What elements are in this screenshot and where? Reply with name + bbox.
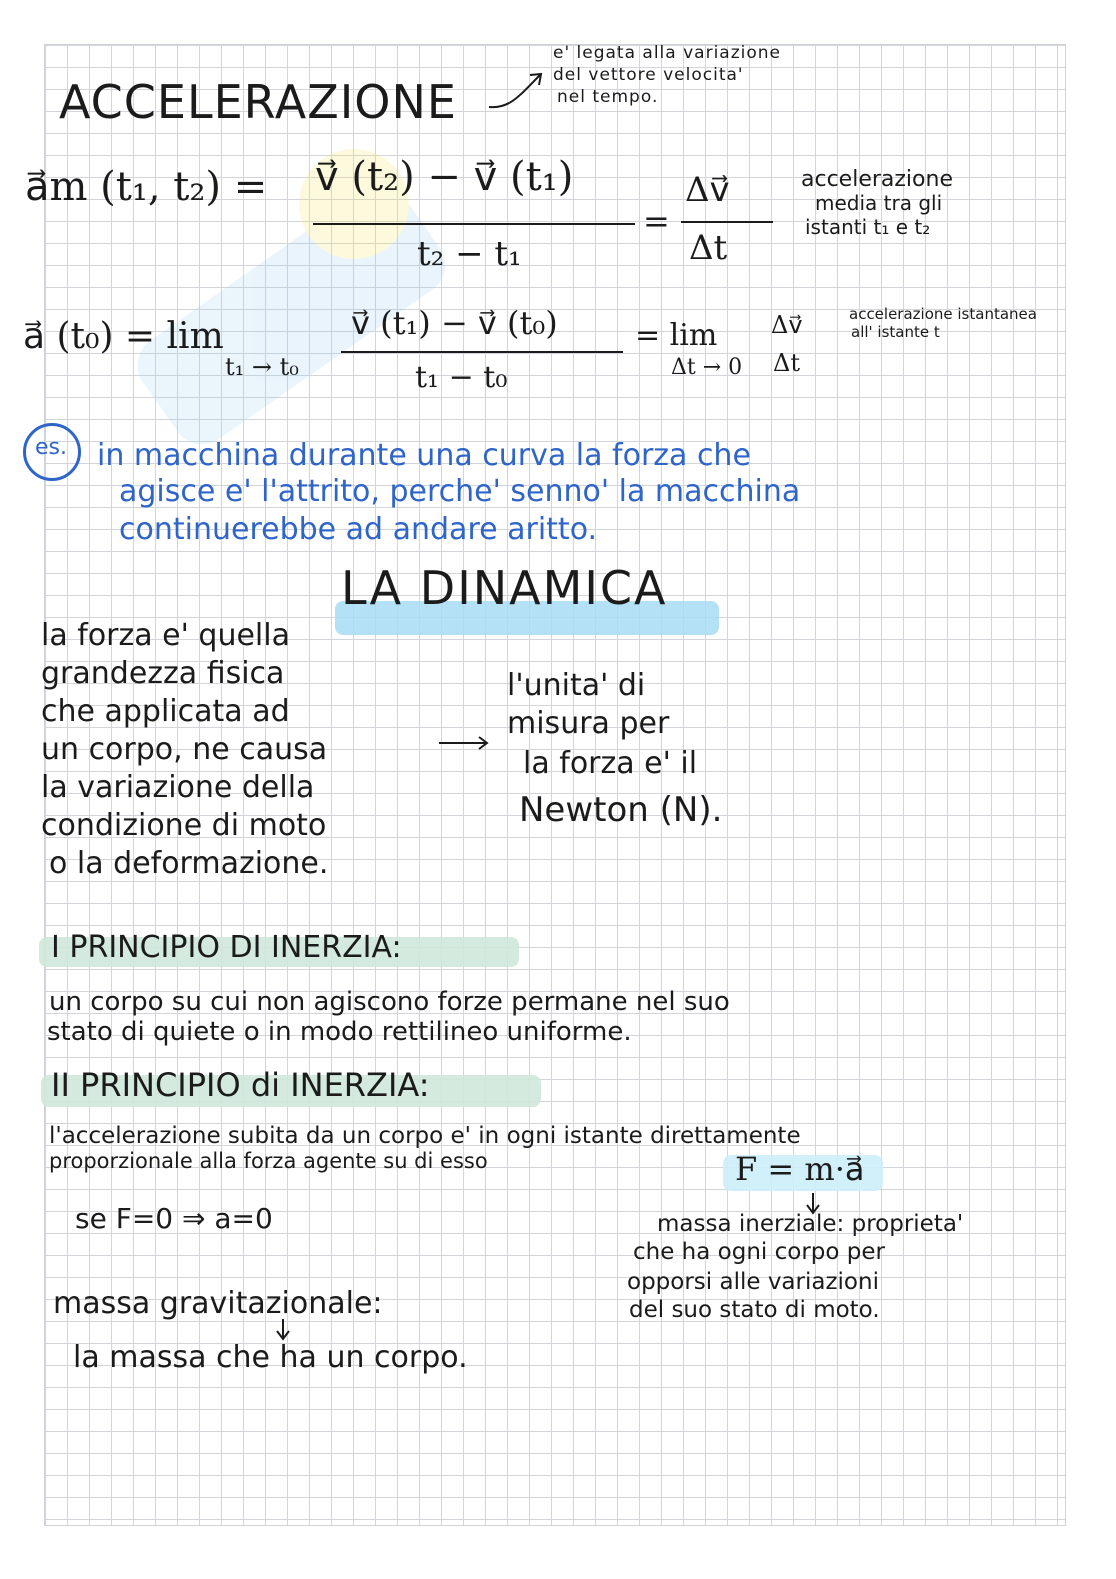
dinamica-left-line: un corpo, ne causa <box>41 732 328 767</box>
avg-numerator: v⃗ (t₂) − v⃗ (t₁) <box>315 154 574 200</box>
massa-inerziale-line: opporsi alle variazioni <box>627 1269 879 1295</box>
inst-rhs: = lim <box>635 318 718 353</box>
avg-lhs: a⃗m (t₁, t₂) = <box>25 164 268 210</box>
newton-formula: F = m·a⃗ <box>735 1150 865 1188</box>
inst-lhs: a⃗ (t₀) = lim <box>23 316 224 357</box>
dinamica-left-line: la variazione della <box>41 770 315 805</box>
inst-note-line: accelerazione istantanea <box>849 305 1037 323</box>
dinamica-left-line: che applicata ad <box>41 694 290 729</box>
inst-rhs-sub: Δt → 0 <box>671 355 743 380</box>
dinamica-left-line: la forza e' quella <box>41 618 290 653</box>
arrow-right-icon <box>437 733 497 753</box>
dinamica-right-line: l'unita' di <box>507 668 646 703</box>
inst-fraction-line <box>341 351 623 353</box>
dinamica-left-line: condizione di moto <box>41 808 327 843</box>
avg-rhs-denominator: Δt <box>689 228 728 268</box>
zero-force-condition: se F=0 ⇒ a=0 <box>75 1202 273 1235</box>
title-note-line: e' legata alla variazione <box>553 43 781 63</box>
example-badge-label: es. <box>35 435 67 460</box>
avg-note-line: media tra gli <box>815 191 943 215</box>
dinamica-title: LA DINAMICA <box>341 561 668 615</box>
massa-inerziale-line: che ha ogni corpo per <box>633 1239 885 1265</box>
title-note-line: del vettore velocita' <box>553 65 744 85</box>
avg-denominator: t₂ − t₁ <box>417 234 522 274</box>
page-title: ACCELERAZIONE <box>59 75 457 129</box>
massa-inerziale-line: massa inerziale: proprieta' <box>657 1211 964 1237</box>
avg-rhs-numerator: Δv⃗ <box>685 170 730 210</box>
dinamica-right-line: Newton (N). <box>519 790 723 830</box>
principio2-line: proporzionale alla forza agente su di esso <box>49 1149 488 1173</box>
avg-note-line: istanti t₁ e t₂ <box>805 215 931 239</box>
massa-grav-text: la massa che ha un corpo. <box>73 1340 468 1375</box>
dinamica-right-line: misura per <box>507 706 670 741</box>
inst-rhs-denominator: Δt <box>773 349 800 377</box>
avg-note-line: accelerazione <box>801 167 953 192</box>
example-line: in macchina durante una curva la forza che <box>97 438 751 473</box>
avg-equals: = <box>643 202 670 240</box>
dinamica-left-line: grandezza fisica <box>41 656 285 691</box>
inst-numerator: v⃗ (t₁) − v⃗ (t₀) <box>351 304 558 342</box>
dinamica-right-line: la forza e' il <box>523 746 698 781</box>
inst-denominator: t₁ − t₀ <box>415 360 508 395</box>
title-note-line: nel tempo. <box>557 87 659 107</box>
inst-limit-sub: t₁ → t₀ <box>225 353 299 381</box>
example-line: agisce e' l'attrito, perche' senno' la macchina <box>119 474 801 509</box>
inst-note-line: all' istante t <box>851 323 940 341</box>
principio1-line: stato di quiete o in modo rettilineo uniforme. <box>47 1017 632 1047</box>
principio1-title: I PRINCIPIO DI INERZIA: <box>51 930 402 965</box>
principio1-line: un corpo su cui non agiscono forze permane nel suo <box>49 987 730 1017</box>
massa-grav-title: massa gravitazionale: <box>53 1286 383 1321</box>
principio2-line: l'accelerazione subita da un corpo e' in ogni istante direttamente <box>49 1123 801 1149</box>
inst-rhs-numerator: Δv⃗ <box>771 311 803 339</box>
principio2-title: II PRINCIPIO di INERZIA: <box>51 1066 430 1104</box>
arrow-icon <box>485 65 555 115</box>
avg-fraction-line <box>313 223 635 225</box>
example-line: continuerebbe ad andare aritto. <box>119 512 598 547</box>
notebook-page <box>23 43 1066 1526</box>
massa-inerziale-line: del suo stato di moto. <box>629 1297 880 1323</box>
avg-rhs-fraction-line <box>681 221 773 223</box>
dinamica-left-line: o la deformazione. <box>49 846 329 881</box>
